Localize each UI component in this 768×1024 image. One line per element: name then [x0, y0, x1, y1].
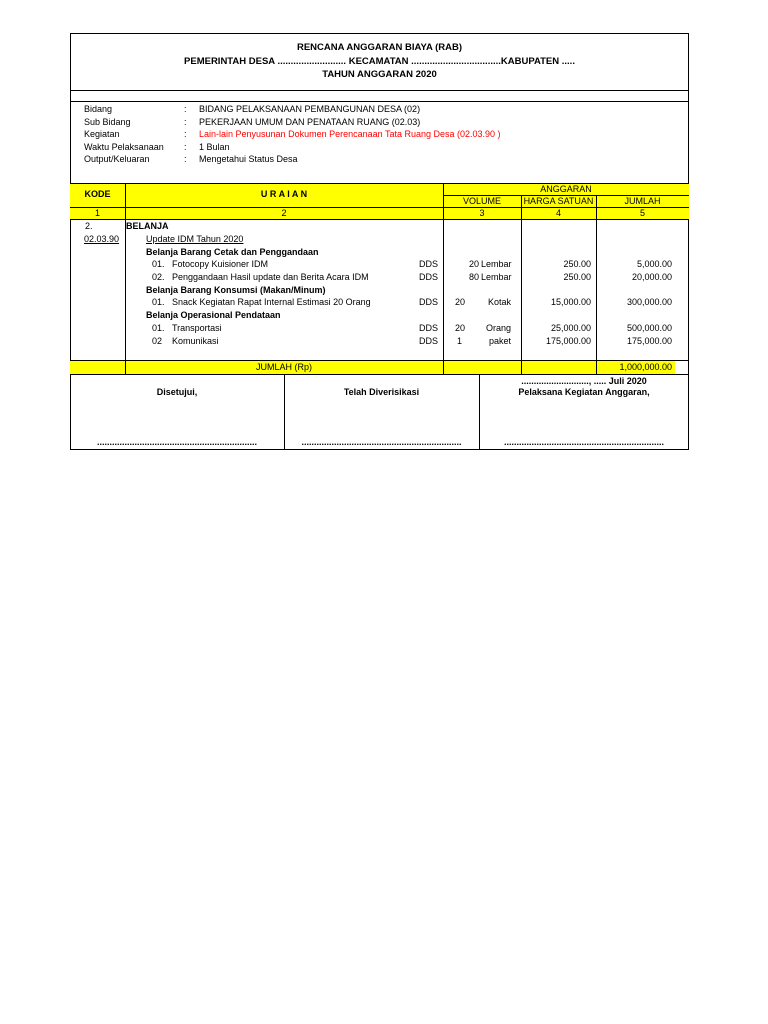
col-number: 5 — [639, 208, 645, 218]
item-source: DDS — [419, 297, 439, 307]
item-unit: Kotak — [487, 297, 511, 307]
info-sep: : — [184, 142, 187, 152]
item-no: 02 — [152, 336, 163, 346]
info-sep: : — [184, 117, 187, 127]
budget-year: TAHUN ANGGARAN 2020 — [322, 69, 437, 80]
col-header-anggaran: ANGGARAN — [540, 184, 592, 194]
col-number: 1 — [94, 208, 100, 218]
document-title: RENCANA ANGGARAN BIAYA (RAB) — [296, 42, 463, 53]
item-total: 300,000.00 — [626, 297, 672, 307]
item-no: 01. — [152, 297, 165, 307]
info-value: 1 Bulan — [199, 142, 230, 152]
info-label: Output/Keluaran — [84, 154, 150, 164]
table-line — [521, 195, 522, 374]
item-source: DDS — [419, 336, 439, 346]
document-subtitle: PEMERINTAH DESA .......................... KECAMATAN ..................................KABUPATEN ..... — [184, 56, 575, 67]
signature-line: ................................................................ — [301, 437, 462, 447]
item-name: Komunikasi — [172, 336, 219, 346]
info-label: Sub Bidang — [84, 117, 131, 127]
belanja-heading: BELANJA — [126, 221, 169, 231]
signature-date: ..........................., ..... Juli 2020 — [521, 376, 647, 386]
info-value: Lain-lain Penyusunan Dokumen Perencanaan Tata Ruang Desa (02.03.90 ) — [199, 129, 501, 139]
col-number: 4 — [555, 208, 561, 218]
item-qty: 20 — [455, 297, 466, 307]
signature-approved: Disetujui, — [156, 387, 198, 397]
item-price: 15,000.00 — [550, 297, 591, 307]
group-title: Belanja Barang Konsumsi (Makan/Minum) — [146, 285, 326, 295]
table-line — [70, 374, 689, 375]
signature-line: ................................................................ — [96, 437, 258, 447]
item-unit: Lembar — [481, 259, 512, 269]
divider — [70, 101, 689, 102]
item-no: 01. — [152, 259, 165, 269]
info-value: BIDANG PELAKSANAAN PEMBANGUNAN DESA (02) — [199, 104, 421, 114]
col-header-volume: VOLUME — [462, 196, 501, 206]
info-sep: : — [184, 129, 187, 139]
item-no: 02. — [152, 272, 165, 282]
item-unit: paket — [488, 336, 511, 346]
item-price: 175,000.00 — [545, 336, 591, 346]
item-total: 500,000.00 — [626, 323, 672, 333]
col-header-kode: KODE — [84, 189, 111, 199]
info-value: Mengetahui Status Desa — [199, 154, 298, 164]
signature-executor: Pelaksana Kegiatan Anggaran, — [518, 387, 650, 397]
item-qty: 20 — [468, 259, 479, 269]
item-unit: Lembar — [481, 272, 512, 282]
info-sep: : — [184, 154, 187, 164]
info-label: Bidang — [84, 104, 113, 114]
kode-cell: 2. — [85, 221, 93, 231]
item-total: 175,000.00 — [626, 336, 672, 346]
item-qty: 20 — [455, 323, 466, 333]
info-label: Kegiatan — [84, 129, 120, 139]
col-header-uraian: U R A I A N — [260, 189, 308, 199]
item-unit: Orang — [485, 323, 511, 333]
col-number: 2 — [281, 208, 287, 218]
item-no: 01. — [152, 323, 165, 333]
item-source: DDS — [419, 323, 439, 333]
item-name: Penggandaan Hasil update dan Berita Acara IDM — [172, 272, 369, 282]
signature-line: ................................................................ — [503, 437, 665, 447]
table-line — [596, 195, 597, 374]
signature-verified: Telah Diverisikasi — [343, 387, 420, 397]
item-price: 25,000.00 — [550, 323, 591, 333]
info-label: Waktu Pelaksanaan — [84, 142, 164, 152]
group-title: Belanja Operasional Pendataan — [146, 310, 281, 320]
item-qty: 80 — [468, 272, 479, 282]
item-total: 20,000.00 — [631, 272, 672, 282]
info-value: PEKERJAAN UMUM DAN PENATAAN RUANG (02.03) — [199, 117, 421, 127]
group-title: Belanja Barang Cetak dan Penggandaan — [146, 247, 319, 257]
item-name: Snack Kegiatan Rapat Internal Estimasi 20 Orang — [172, 297, 371, 307]
col-header-harga: HARGA SATUAN — [523, 196, 594, 206]
info-sep: : — [184, 104, 187, 114]
item-price: 250.00 — [563, 259, 591, 269]
total-value: 1,000,000.00 — [619, 362, 672, 372]
activity-title: Update IDM Tahun 2020 — [146, 234, 244, 244]
item-total: 5,000.00 — [636, 259, 672, 269]
col-header-jumlah: JUMLAH — [624, 196, 661, 206]
kode-cell: 02.03.90 — [84, 234, 120, 244]
item-source: DDS — [419, 259, 439, 269]
item-source: DDS — [419, 272, 439, 282]
divider — [70, 90, 689, 91]
item-qty: 1 — [457, 336, 463, 346]
item-name: Fotocopy Kuisioner IDM — [172, 259, 269, 269]
col-number: 3 — [479, 208, 485, 218]
total-label: JUMLAH (Rp) — [255, 362, 312, 372]
item-name: Transportasi — [172, 323, 222, 333]
item-price: 250.00 — [563, 272, 591, 282]
